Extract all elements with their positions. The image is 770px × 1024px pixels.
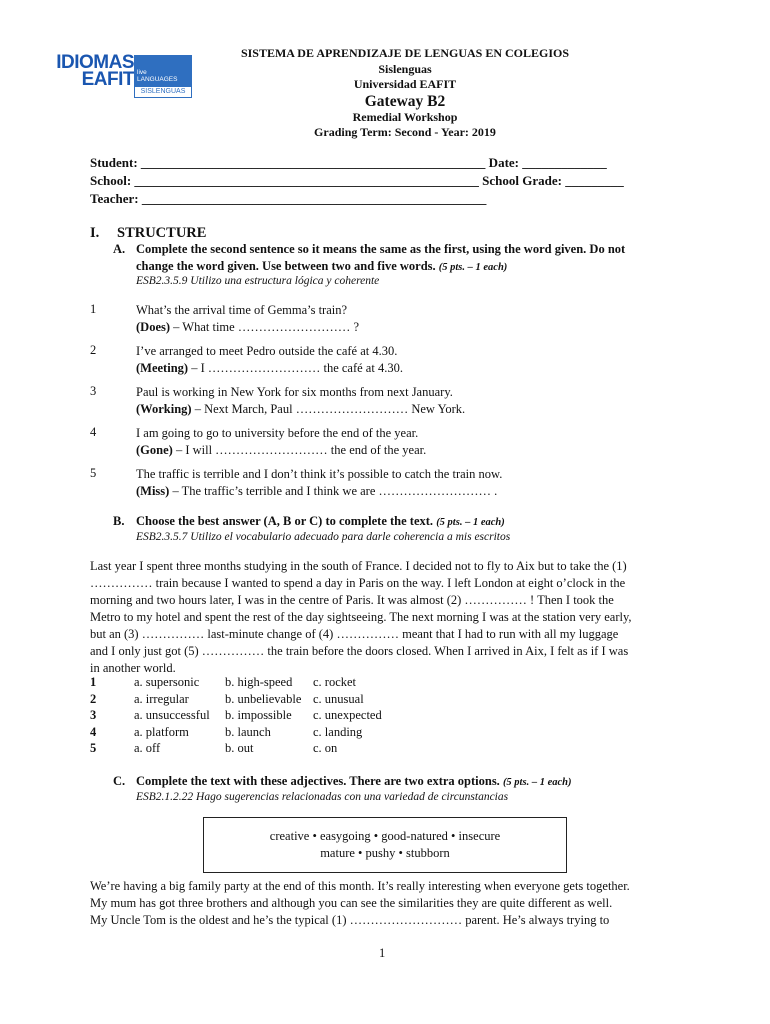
partB-text [90, 558, 680, 677]
option-row [90, 724, 96, 741]
item-first: I’ve arranged to meet Pedro outside the café at 4.30. [136, 344, 398, 358]
partA-item-number: 2 [90, 343, 97, 357]
partA-instruction-line2: change the word given. Use between two and five words. [136, 259, 436, 273]
text-line: in another world. [90, 661, 176, 675]
logo-line2: EAFIT [81, 69, 134, 90]
adjective-box-line1: creative • easygoing • good-natured • insecure [269, 829, 501, 843]
partA-item [136, 302, 359, 336]
item-second[interactable]: – What time ……………………… ? [170, 320, 359, 334]
item-second-line [136, 360, 403, 377]
item-first: What’s the arrival time of Gemma’s train? [136, 303, 348, 317]
item-second-line [136, 319, 359, 336]
partA-instruction-line2-wrap [136, 258, 696, 276]
partB-letter: B. [113, 514, 125, 528]
option-c[interactable]: c. rocket [313, 675, 357, 689]
item-key: (Gone) [136, 443, 173, 457]
option-number: 1 [90, 675, 97, 689]
partA-instruction [136, 241, 696, 276]
partC-points: (5 pts. – 1 each) [502, 777, 572, 788]
option-number: 3 [90, 708, 97, 722]
item-second[interactable]: – I will ……………………… the end of the year. [172, 443, 427, 457]
partA-item-number: 3 [90, 384, 97, 398]
partC-letter: C. [113, 774, 126, 788]
partA-letter: A. [113, 242, 126, 256]
option-c[interactable]: c. unusual [313, 691, 364, 706]
item-second-line [136, 442, 426, 459]
partA-code: ESB2.3.5.9 Utilizo una estructura lógica y coherente [136, 275, 380, 287]
logo-badge-line1: live [137, 69, 147, 76]
option-b[interactable]: b. impossible [225, 708, 292, 722]
logo-line1: IDIOMAS [56, 52, 134, 73]
text-line: but an (3) …………… last-minute change of (4) …………… meant that I had to run with all my luggage [90, 627, 619, 641]
option-a[interactable]: a. supersonic [134, 675, 200, 689]
option-a[interactable]: a. unsuccessful [134, 708, 210, 722]
student-field[interactable]: Student: _____________________________________________________ Date: _____________ [90, 155, 607, 170]
item-key: (Working) [136, 402, 192, 416]
item-first: I am going to go to university before the end of the year. [136, 426, 419, 440]
option-row [90, 691, 96, 708]
option-c[interactable]: c. landing [313, 724, 363, 739]
option-a[interactable]: a. platform [134, 724, 189, 739]
partC-code: ESB2.1.2.22 Hago sugerencias relacionadas con una variedad de circunstancias [136, 791, 509, 803]
partA-item [136, 466, 502, 500]
header-program: Sislenguas [378, 62, 432, 76]
partA-item-number: 4 [90, 425, 97, 439]
partA-item [136, 343, 403, 377]
school-field[interactable]: School: _____________________________________________________ School Grade: _________ [90, 173, 624, 188]
item-second-line [136, 483, 502, 500]
header-course: Gateway B2 [364, 93, 446, 110]
partC-instruction: Complete the text with these adjectives. There are two extra options. [136, 774, 500, 788]
partB-instruction-wrap [136, 513, 505, 531]
partA-item-number: 1 [90, 302, 97, 316]
item-first: The traffic is terrible and I don’t think it’s possible to catch the train now. [136, 467, 503, 481]
option-a[interactable]: a. irregular [134, 691, 189, 706]
logo-badge-line2: LANGUAGES [137, 76, 178, 83]
header-system: SISTEMA DE APRENDIZAJE DE LENGUAS EN COLEGIOS [240, 46, 570, 60]
text-line: Last year I spent three months studying in the south of France. I decided not to fly to Aix but to take the (1) [90, 559, 627, 573]
option-c[interactable]: c. unexpected [313, 708, 382, 722]
item-second-line [136, 401, 465, 418]
option-number: 5 [90, 741, 97, 755]
option-b[interactable]: b. out [225, 741, 254, 755]
text-line: My Uncle Tom is the oldest and he’s the typical (1) ……………………… parent. He’s always trying to [90, 913, 610, 927]
section-title: STRUCTURE [117, 225, 207, 241]
partA-instruction-line1: Complete the second sentence so it means the same as the first, using the word given. Do not [136, 242, 626, 256]
partA-points: (5 pts. – 1 each) [438, 262, 508, 273]
option-c[interactable]: c. on [313, 741, 338, 755]
item-key: (Does) [136, 320, 171, 334]
text-line: We’re having a big family party at the end of this month. It’s really interesting when everyone gets together. [90, 879, 630, 893]
item-second[interactable]: – Next March, Paul ……………………… New York. [191, 402, 466, 416]
item-second[interactable]: – I ……………………… the café at 4.30. [188, 361, 403, 375]
option-number: 2 [90, 691, 97, 706]
header-workshop: Remedial Workshop [352, 110, 458, 124]
item-first: Paul is working in New York for six months from next January. [136, 385, 453, 399]
page-number: 1 [379, 946, 386, 960]
adjective-box [203, 817, 567, 873]
section-roman: I. [90, 225, 100, 241]
logo-wordmark [54, 54, 134, 88]
option-a[interactable]: a. off [134, 741, 161, 755]
text-line: morning and two hours later, I was in the centre of Paris. It was almost (2) …………… ! Then I took the [90, 593, 614, 607]
item-key: (Miss) [136, 484, 170, 498]
header-term: Grading Term: Second - Year: 2019 [314, 125, 496, 139]
option-number: 4 [90, 724, 97, 739]
adjective-box-line2: mature • pushy • stubborn [320, 846, 450, 860]
text-line: Metro to my hotel and spent the rest of the day sightseeing. The next morning I was at the station very early, [90, 610, 632, 624]
partA-item [136, 425, 426, 459]
option-row [90, 707, 96, 724]
partC-instruction-wrap [136, 773, 571, 791]
header-university: Universidad EAFIT [353, 77, 457, 91]
partB-instruction: Choose the best answer (A, B or C) to complete the text. [136, 514, 434, 528]
option-b[interactable]: b. launch [225, 724, 271, 739]
partC-text [90, 878, 680, 929]
text-line: …………… train because I wanted to spend a day in Paris on the way. I left London at eight o’clock in the [90, 576, 626, 590]
partB-code: ESB2.3.5.7 Utilizo el vocabulario adecuado para darle coherencia a mis escritos [136, 531, 511, 543]
partA-item [136, 384, 465, 418]
item-key: (Meeting) [136, 361, 189, 375]
option-row [90, 674, 96, 691]
partB-points: (5 pts. – 1 each) [436, 517, 505, 528]
logo-badge-tag: SISLENGUAS [134, 86, 192, 98]
option-b[interactable]: b. high-speed [225, 675, 293, 689]
text-line: My mum has got three brothers and although you can see the similarities they are quite different as well. [90, 896, 613, 910]
option-row [90, 740, 96, 757]
option-b[interactable]: b. unbelievable [225, 691, 302, 706]
partA-item-number: 5 [90, 466, 97, 480]
text-line: and I only just got (5) …………… the train before the doors closed. When I arrived in Aix, I felt as if I was [90, 644, 629, 658]
item-second[interactable]: – The traffic’s terrible and I think we are ……………………… . [169, 484, 498, 498]
teacher-field[interactable]: Teacher: _____________________________________________________ [90, 191, 487, 206]
